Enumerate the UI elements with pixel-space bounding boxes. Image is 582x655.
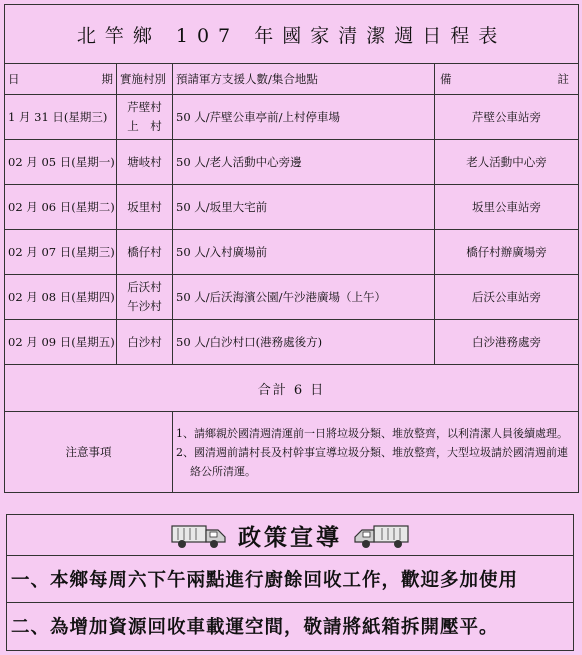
table-header-row (5, 64, 579, 95)
row-support: 50 人/芹壁公車亭前/上村停車場 (173, 95, 435, 140)
row-date: 02 月 05 日(星期一) (5, 140, 117, 185)
row-note: 白沙港務處旁 (435, 320, 579, 365)
table-row (5, 185, 579, 230)
row-support: 50 人/坂里大宅前 (173, 185, 435, 230)
garbage-truck-icon (170, 520, 228, 550)
table-row (5, 95, 579, 140)
row-village: 后沃村 午沙村 (117, 275, 173, 320)
row-note: 橋仔村辦廣場旁 (435, 230, 579, 275)
policy-line: 一、本鄉每周六下午兩點進行廚餘回收工作，歡迎多加使用 (7, 556, 573, 603)
notice-list (173, 412, 579, 493)
row-note: 坂里公車站旁 (435, 185, 579, 230)
row-date: 02 月 08 日(星期四) (5, 275, 117, 320)
policy-box (6, 514, 574, 651)
notice-label: 注意事項 (5, 412, 173, 493)
total-days: 合計 6 日 (5, 365, 579, 412)
notice-item: 2、國清週前請村長及村幹事宣導垃圾分類、堆放整齊，大型垃圾請於國清週前連絡公所清運。 (176, 445, 568, 478)
row-village: 橋仔村 (117, 230, 173, 275)
notice-item: 1、請鄉親於國清週清運前一日將垃圾分類、堆放整齊，以利清潔人員後續處理。 (176, 426, 568, 440)
table-row (5, 275, 579, 320)
row-note: 老人活動中心旁 (435, 140, 579, 185)
schedule-table (4, 4, 579, 493)
header-date: 日 期 (5, 64, 117, 95)
notice-row (5, 412, 579, 493)
row-village: 白沙村 (117, 320, 173, 365)
row-date: 02 月 09 日(星期五) (5, 320, 117, 365)
row-date: 02 月 07 日(星期三) (5, 230, 117, 275)
table-row (5, 230, 579, 275)
policy-header (7, 515, 573, 556)
header-note: 備 註 (435, 64, 579, 95)
row-village: 塘岐村 (117, 140, 173, 185)
row-support: 50 人/老人活動中心旁邊 (173, 140, 435, 185)
row-note: 芹壁公車站旁 (435, 95, 579, 140)
row-date: 02 月 06 日(星期二) (5, 185, 117, 230)
page-title: 北竿鄉 107 年國家清潔週日程表 (5, 5, 579, 64)
garbage-truck-icon (352, 520, 410, 550)
schedule-sheet (4, 4, 578, 510)
row-village: 芹壁村 上 村 (117, 95, 173, 140)
header-support: 預請軍方支援人數/集合地點 (173, 64, 435, 95)
table-row (5, 140, 579, 185)
header-village: 實施村別 (117, 64, 173, 95)
policy-title: 政策宣導 (238, 523, 342, 551)
table-row (5, 320, 579, 365)
row-support: 50 人/白沙村口(港務處後方) (173, 320, 435, 365)
row-note: 后沃公車站旁 (435, 275, 579, 320)
row-support: 50 人/入村廣場前 (173, 230, 435, 275)
row-village: 坂里村 (117, 185, 173, 230)
row-support: 50 人/后沃海濱公園/午沙港廣場（上午） (173, 275, 435, 320)
row-date: 1 月 31 日(星期三) (5, 95, 117, 140)
policy-line: 二、為增加資源回收車載運空間，敬請將紙箱拆開壓平。 (11, 617, 499, 638)
